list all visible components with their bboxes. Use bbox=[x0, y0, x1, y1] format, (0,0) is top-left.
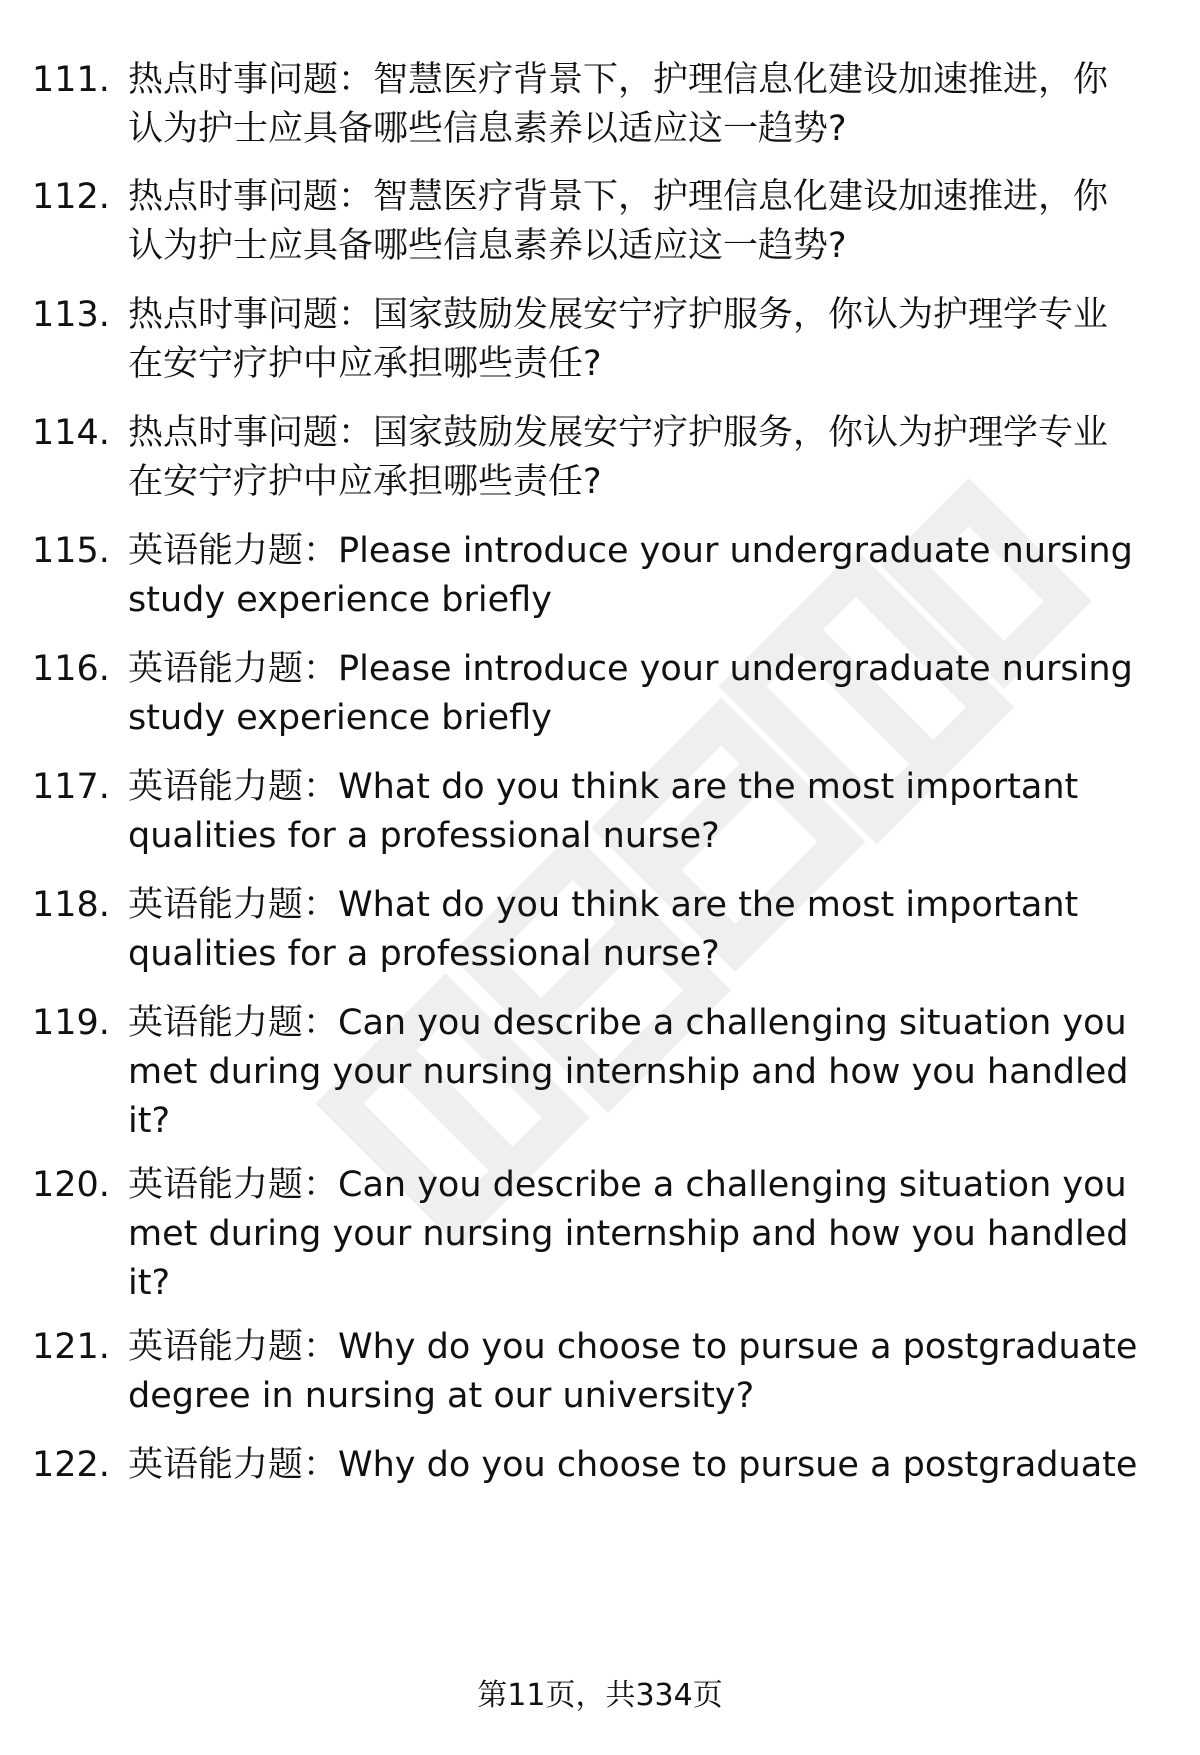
question-line: 热点时事问题：国家鼓励发展安宁疗护服务，你认为护理学专业 bbox=[128, 413, 1109, 453]
question-line: it? bbox=[128, 1263, 171, 1303]
question-text bbox=[128, 763, 1168, 861]
question-line: 在安宁疗护中应承担哪些责任? bbox=[128, 344, 602, 384]
question-text bbox=[128, 1161, 1168, 1308]
question-line: 热点时事问题：国家鼓励发展安宁疗护服务，你认为护理学专业 bbox=[128, 295, 1109, 335]
question-line: qualities for a professional nurse? bbox=[128, 816, 720, 856]
question-text bbox=[128, 881, 1168, 979]
question-line: 认为护士应具备哪些信息素养以适应这一趋势? bbox=[128, 109, 847, 149]
question-line: 在安宁疗护中应承担哪些责任? bbox=[128, 462, 602, 502]
question-line: 热点时事问题：智慧医疗背景下，护理信息化建设加速推进，你 bbox=[128, 60, 1109, 100]
question-text bbox=[128, 527, 1168, 625]
question-number: 113. bbox=[32, 295, 110, 335]
question-line: 英语能力题：Please introduce your undergraduate nursing bbox=[128, 531, 1133, 571]
question-line: 英语能力题：What do you think are the most important bbox=[128, 885, 1079, 925]
question-text bbox=[128, 56, 1168, 154]
question-line: study experience briefly bbox=[128, 698, 552, 738]
question-line: 英语能力题：Can you describe a challenging situation you bbox=[128, 1003, 1127, 1043]
question-number: 121. bbox=[32, 1327, 110, 1367]
question-number: 120. bbox=[32, 1165, 110, 1205]
question-text bbox=[128, 173, 1168, 271]
question-number: 119. bbox=[32, 1003, 110, 1043]
question-number: 114. bbox=[32, 413, 110, 453]
question-text bbox=[128, 1323, 1168, 1421]
question-line: degree in nursing at our university? bbox=[128, 1376, 755, 1416]
question-number: 122. bbox=[32, 1445, 110, 1485]
question-line: it? bbox=[128, 1101, 171, 1141]
question-line: 认为护士应具备哪些信息素养以适应这一趋势? bbox=[128, 226, 847, 266]
question-line: 英语能力题：Please introduce your undergraduate nursing bbox=[128, 649, 1133, 689]
question-text bbox=[128, 409, 1168, 507]
question-number: 111. bbox=[32, 60, 110, 100]
question-number: 115. bbox=[32, 531, 110, 571]
question-number: 117. bbox=[32, 767, 110, 807]
question-line: 英语能力题：What do you think are the most important bbox=[128, 767, 1079, 807]
question-line: qualities for a professional nurse? bbox=[128, 934, 720, 974]
question-line: 英语能力题：Why do you choose to pursue a postgraduate bbox=[128, 1327, 1138, 1367]
question-line: 英语能力题：Can you describe a challenging situation you bbox=[128, 1165, 1127, 1205]
question-line: 英语能力题：Why do you choose to pursue a postgraduate bbox=[128, 1445, 1138, 1485]
question-text bbox=[128, 999, 1168, 1146]
question-text bbox=[128, 1441, 1168, 1490]
question-number: 116. bbox=[32, 649, 110, 689]
question-number: 112. bbox=[32, 177, 110, 217]
question-line: 热点时事问题：智慧医疗背景下，护理信息化建设加速推进，你 bbox=[128, 177, 1109, 217]
question-text bbox=[128, 291, 1168, 389]
question-line: met during your nursing internship and how you handled bbox=[128, 1214, 1129, 1254]
question-number: 118. bbox=[32, 885, 110, 925]
question-text bbox=[128, 645, 1168, 743]
page-footer: 第11页，共334页 bbox=[477, 1678, 723, 1713]
question-line: study experience briefly bbox=[128, 580, 552, 620]
question-line: met during your nursing internship and how you handled bbox=[128, 1052, 1129, 1092]
